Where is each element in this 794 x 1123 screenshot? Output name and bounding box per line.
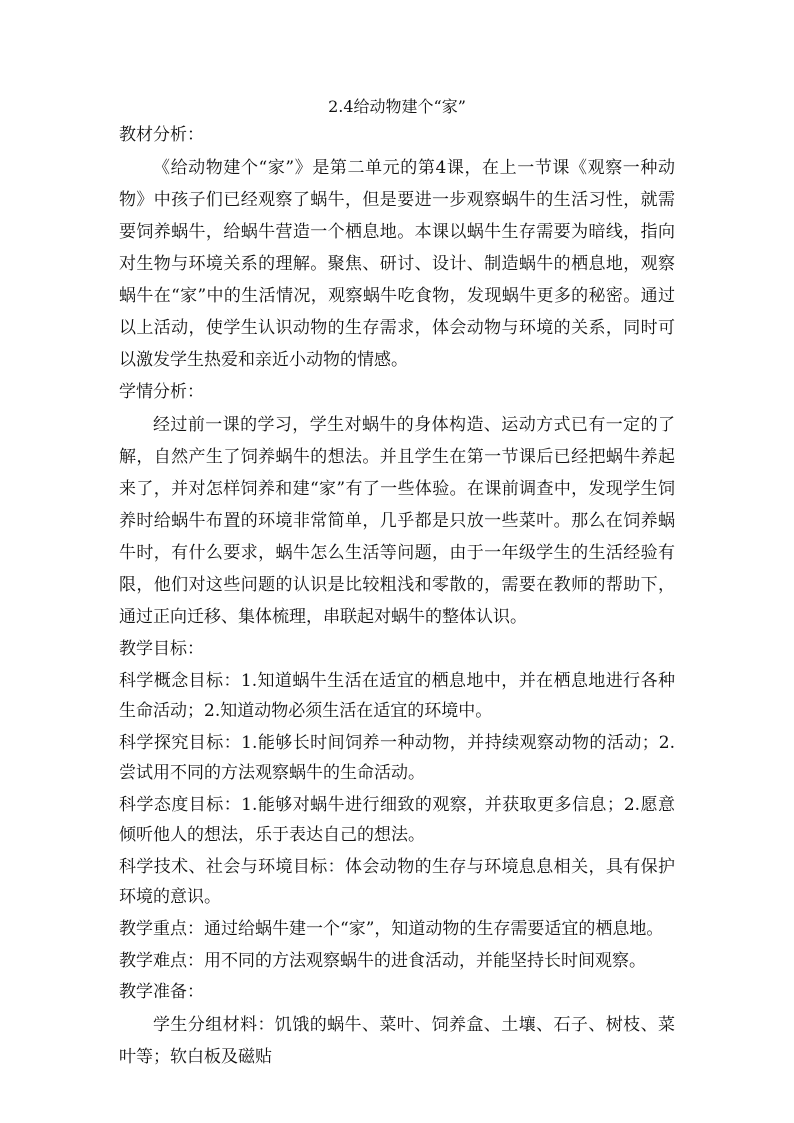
material-analysis-text: 《给动物建个“家”》是第二单元的第4课，在上一节课《观察一种动物》中孩子们已经观察了蜗牛，但是要进一步观察蜗牛的生活习性，就需要饲养蜗牛，给蜗牛营造一个栖息地。本课以蜗牛生存需要为暗线，指向对生物与环境关系的理解。聚焦、研讨、设计、制造蜗牛的栖息地，观察蜗牛在“家”中的生活情况，观察蜗牛吃食物，发现蜗牛更多的秘密。通过以上活动，使学生认识动物的生存需求，体会动物与环境的关系，同时可以激发学生热爱和亲近小动物的情感。: [119, 158, 675, 370]
document-body: [119, 95, 675, 1073]
teaching-goals-heading: 教学目标：: [119, 639, 204, 659]
teaching-preparation-heading: 教学准备：: [119, 982, 204, 1002]
science-inquiry-goal: 科学探究目标：1.能够长时间饲养一种动物，并持续观察动物的活动；2.尝试用不同的方法观察蜗牛的生命活动。: [119, 733, 675, 783]
science-attitude-goal: 科学态度目标：1.能够对蜗牛进行细致的观察，并获取更多信息；2.愿意倾听他人的想法，乐于表达自己的想法。: [119, 795, 675, 845]
teaching-focus: 教学重点：通过给蜗牛建一个“家”，知道动物的生存需要适宜的栖息地。: [119, 919, 664, 939]
stse-goal: 科学技术、社会与环境目标：体会动物的生存与环境息息相关，具有保护环境的意识。: [119, 857, 675, 907]
teaching-preparation-text: 学生分组材料：饥饿的蜗牛、菜叶、饲养盒、土壤、石子、树枝、菜叶等；软白板及磁贴: [119, 1015, 675, 1067]
teaching-difficulty: 教学难点：用不同的方法观察蜗牛的进食活动，并能坚持长时间观察。: [119, 951, 646, 971]
student-analysis-text: 经过前一课的学习，学生对蜗牛的身体构造、运动方式已有一定的了解，自然产生了饲养蜗牛的想法。并且学生在第一节课后已经把蜗牛养起来了，并对怎样饲养和建“家”有了一些体验。在课前调查中，发现学生饲养时给蜗牛布置的环境非常简单，几乎都是只放一些菜叶。那么在饲养蜗牛时，有什么要求，蜗牛怎么生活等问题，由于一年级学生的生活经验有限，他们对这些问题的认识是比较粗浅和零散的，需要在教师的帮助下，通过正向迁移、集体梳理，串联起对蜗牛的整体认识。: [119, 415, 675, 627]
science-concept-goal: 科学概念目标：1.知道蜗牛生活在适宜的栖息地中，并在栖息地进行各种生命活动；2.知道动物必须生活在适宜的环境中。: [119, 671, 675, 721]
material-analysis-heading: 教材分析：: [119, 125, 204, 145]
document-title: 2.4给动物建个“家”: [328, 97, 466, 116]
student-analysis-heading: 学情分析：: [119, 382, 204, 402]
